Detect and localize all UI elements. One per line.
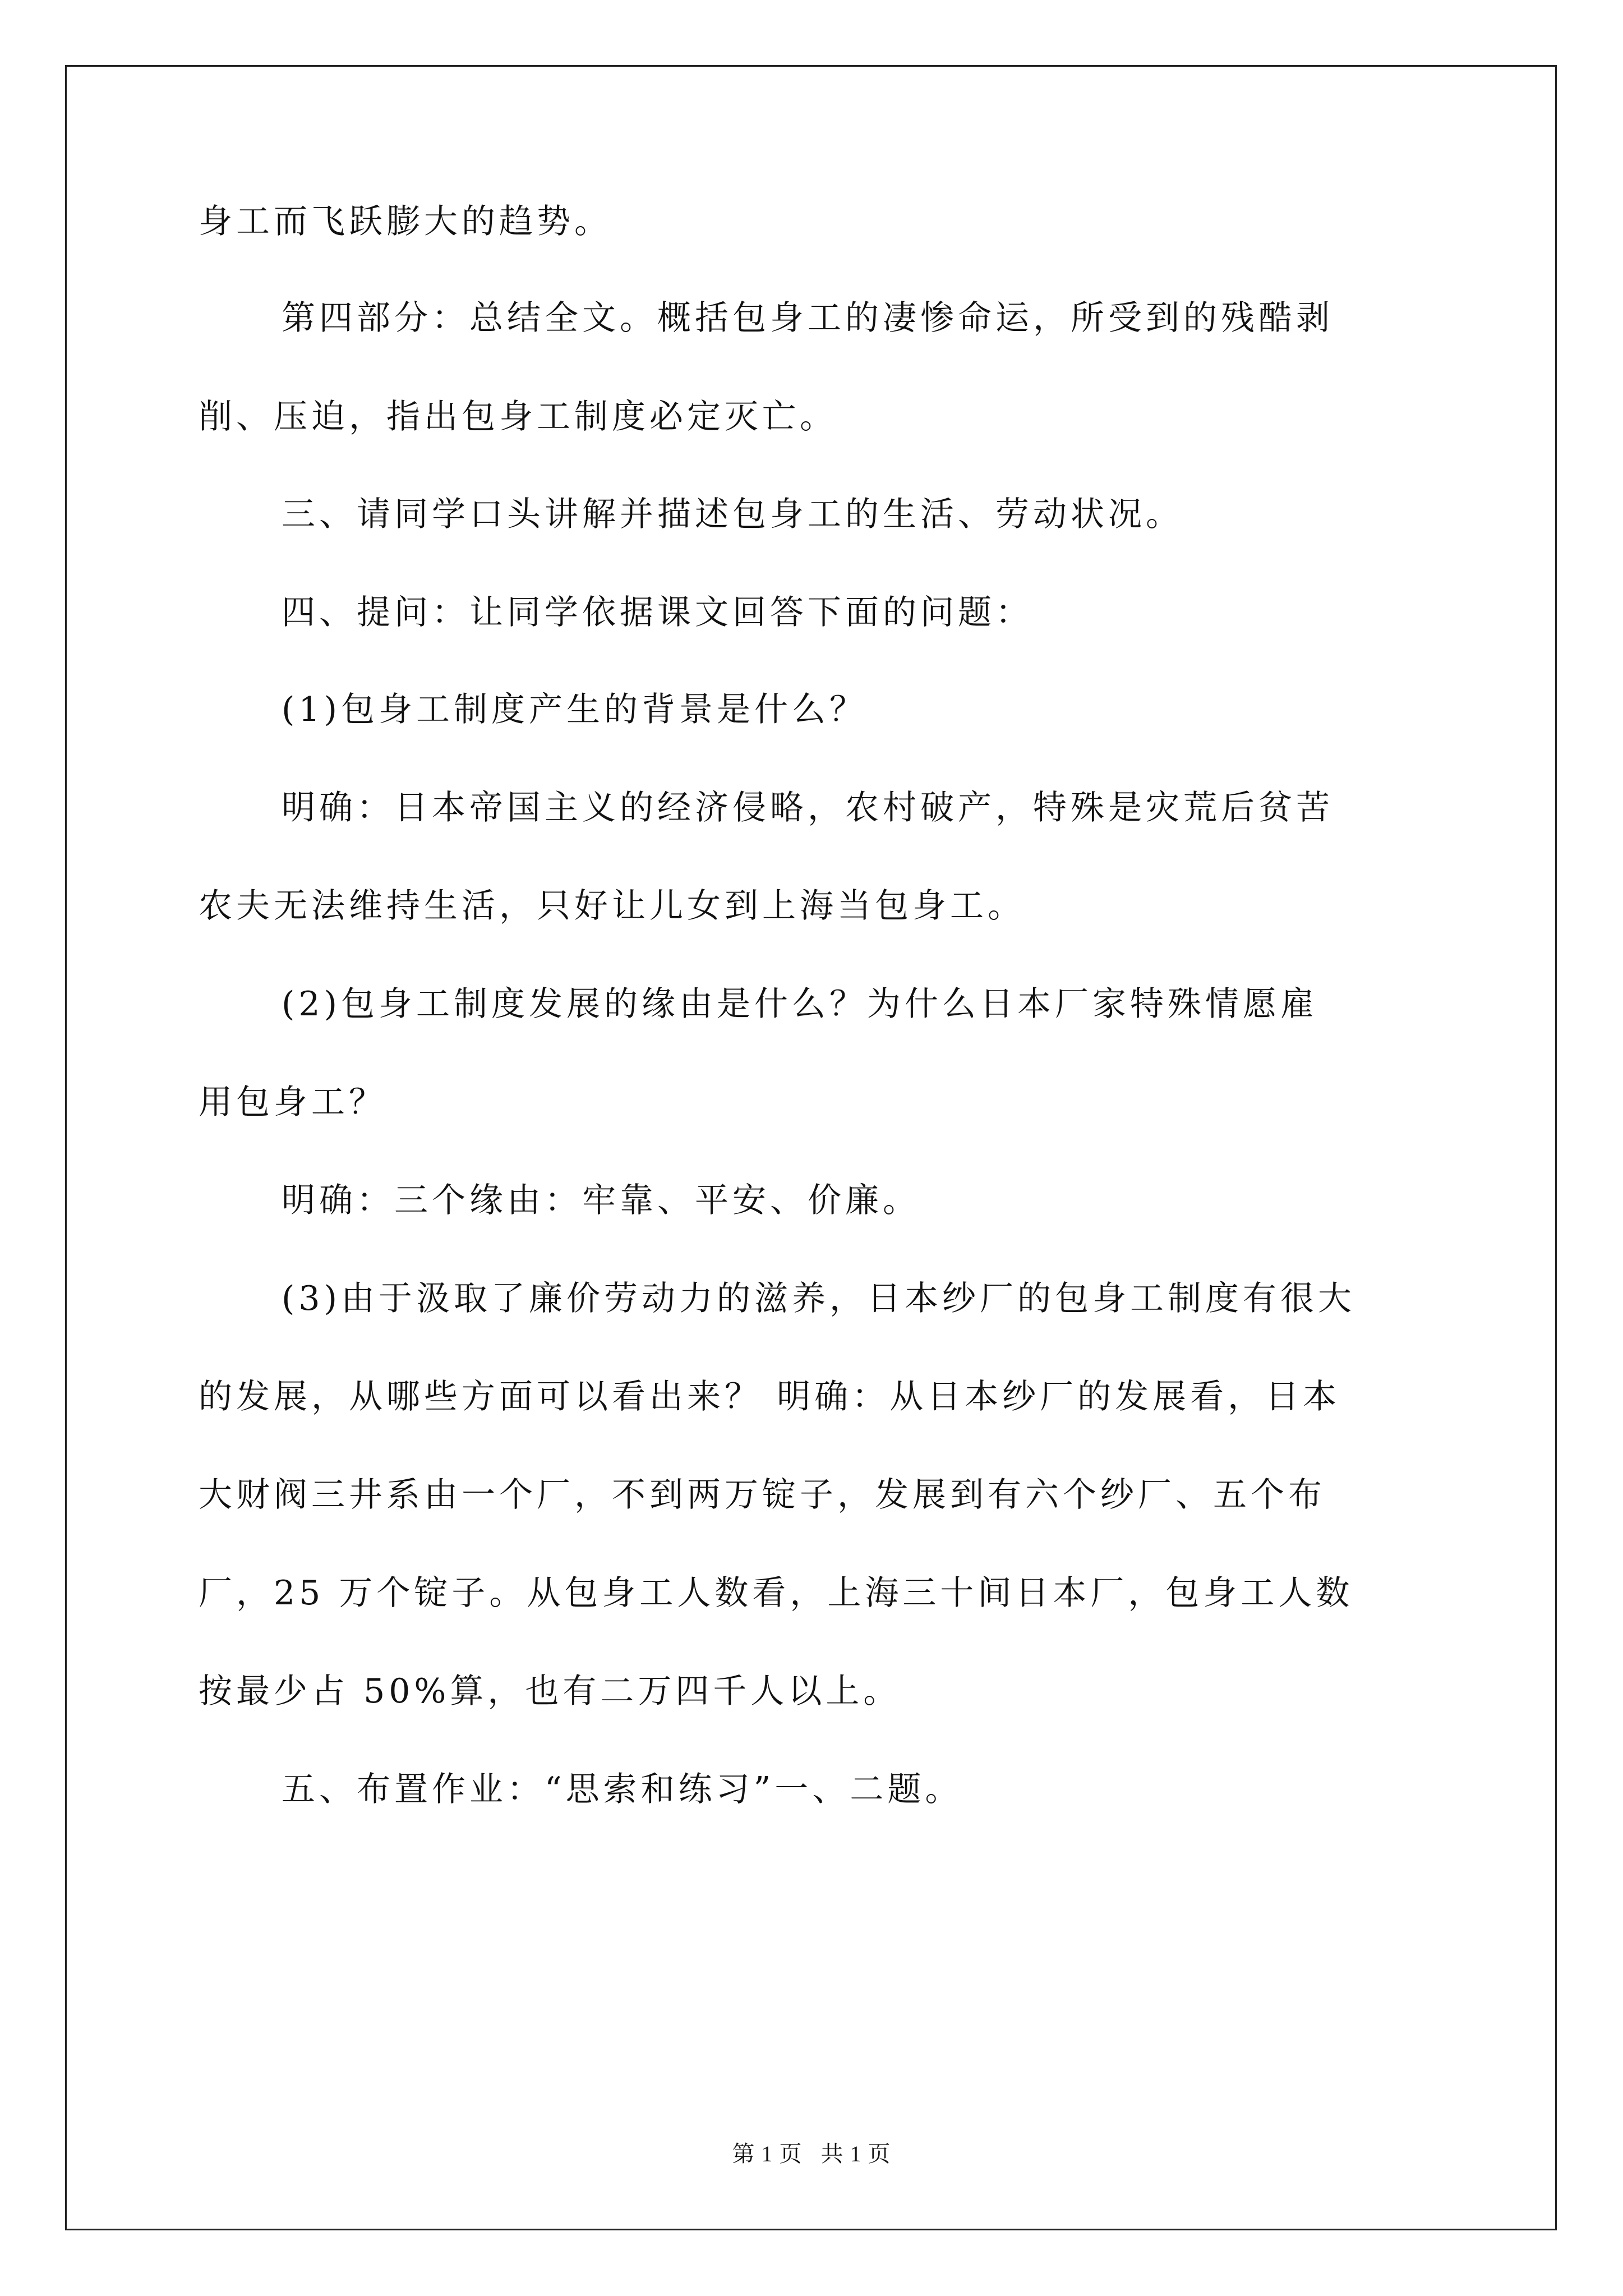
text-line: 明确：三个缘由：牢靠、平安、价廉。 — [282, 1181, 920, 1220]
text-line: 削、压迫，指出包身工制度必定灭亡。 — [199, 397, 837, 436]
text-line: 农夫无法维持生活，只好让儿女到上海当包身工。 — [199, 886, 1025, 926]
text-line: (1)包身工制度产生的背景是什么？ — [282, 690, 867, 729]
text-line: 五、布置作业：“思索和练习”一、二题。 — [282, 1770, 963, 1809]
text-line: 身工而飞跃膨大的趋势。 — [199, 202, 612, 241]
text-line: 用包身工？ — [199, 1083, 386, 1122]
text-line: 按最少占 50%算，也有二万四千人以上。 — [199, 1672, 901, 1711]
page-border — [65, 65, 1557, 2230]
text-line: 三、请同学口头讲解并描述包身工的生活、劳动状况。 — [282, 495, 1183, 534]
text-line: 第四部分：总结全文。概括包身工的凄惨命运，所受到的残酷剥 — [282, 298, 1334, 338]
text-line: 明确：日本帝国主义的经济侵略，农村破产，特殊是灾荒后贫苦 — [282, 788, 1334, 827]
text-line: 四、提问：让同学依据课文回答下面的问题： — [282, 593, 1033, 632]
text-line: 厂，25 万个锭子。从包身工人数看，上海三十间日本厂，包身工人数 — [199, 1573, 1354, 1613]
text-line: 的发展，从哪些方面可以看出来？ 明确：从日本纱厂的发展看，日本 — [199, 1377, 1341, 1416]
page-number: 第 1 页 共 1 页 — [732, 2141, 891, 2166]
text-line: (2)包身工制度发展的缘由是什么？为什么日本厂家特殊情愿雇 — [282, 984, 1318, 1024]
text-line: 大财阀三井系由一个厂，不到两万锭子，发展到有六个纱厂、五个布 — [199, 1475, 1326, 1515]
text-line: (3)由于汲取了廉价劳动力的滋养，日本纱厂的包身工制度有很大 — [282, 1279, 1355, 1318]
